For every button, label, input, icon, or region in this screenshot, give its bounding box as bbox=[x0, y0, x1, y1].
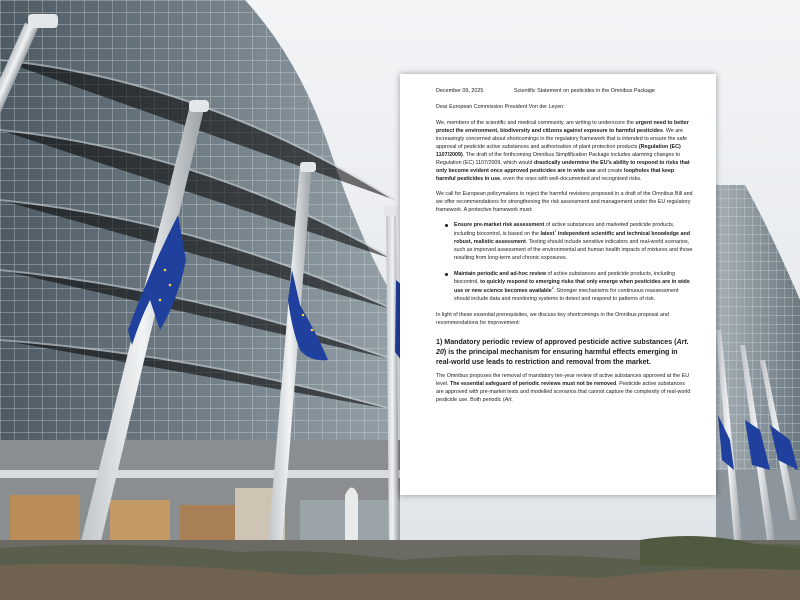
section-heading: 1) Mandatory periodic review of approved pesticide active substances (Art. 20) is the principal mechanism for ensuring harmful effects emerging in real-world use leads to restriction and removal from the market. bbox=[436, 337, 689, 367]
section-paragraph: The Omnibus proposes the removal of mandatory ten-year review of active substances approved at the EU level. The essential safeguard of periodic reviews must not be removed. Pesticide active substances are approved with pre-market tests and modelled scenarios that cannot capture the complexity of real-world pesticide use. Both periodic (Art. bbox=[436, 372, 691, 403]
greeting: Dear European Commission President Von der Leyen: bbox=[436, 104, 565, 110]
list-item: Ensure pre-market risk assessment of active substances and marketed pesticide products, including biocontrol, is based on the latest$^1$ independent scientific and technical knowledge and robust, realistic assessment. Testing should include sensitive indicators and real-world scenarios, such as improved assessment of the environmental and human health impacts of mixtures and those resulting from long-term and chronic exposures. bbox=[454, 222, 693, 262]
scientific-statement-document bbox=[400, 74, 716, 495]
list-item: Maintain periodic and ad-hoc review of active substances and pesticide products, including biocontrol, to quickly respond to emerging risks that only emerge when pesticides are in wide use or new science becomes available$^2$. Stronger mechanisms for continuous reassessment should include data and monitoring systems to detect and respond to patterns of risk. bbox=[454, 270, 694, 303]
requirements-list bbox=[436, 221, 694, 303]
intro-paragraph: We, members of the scientific and medical community, are writing to underscore the urgent need to better protect the environment, biodiversity and citizens against exposure to harmful pesticides. We are increasingly concerned about shortcomings in the regulatory framework that is intended to ensure the safe approval of pesticide active substances and authorisation of plant protection products (Regulation (EC) 1107/2009). The draft of the forthcoming Omnibus Simplification Package includes alarming changes to Regulation (EC) 1107/2009, which would drastically undermine the EU's ability to respond to risks that only become evident once approved pesticides are in wide use and create loopholes that keep harmful pesticides in use, even the ones with well-documented and recognised risks. bbox=[436, 120, 690, 183]
call-paragraph: We call for European policymakers to reject the harmful revisions proposed in a draft of the Omnibus Bill and we offer recommendations for strengthening the risk assessment and management under the EU regulatory framework. A protective framework must: bbox=[436, 191, 693, 214]
prerequisites-paragraph: In light of these essential prerequisites, we discuss key shortcomings in the Omnibus proposal and recommendations for improvement: bbox=[436, 311, 669, 326]
document-header bbox=[436, 88, 694, 94]
document-title: Scientific Statement on pesticides in the Omnibus Package bbox=[514, 88, 655, 94]
document-date: December 09, 2025 bbox=[436, 88, 484, 94]
